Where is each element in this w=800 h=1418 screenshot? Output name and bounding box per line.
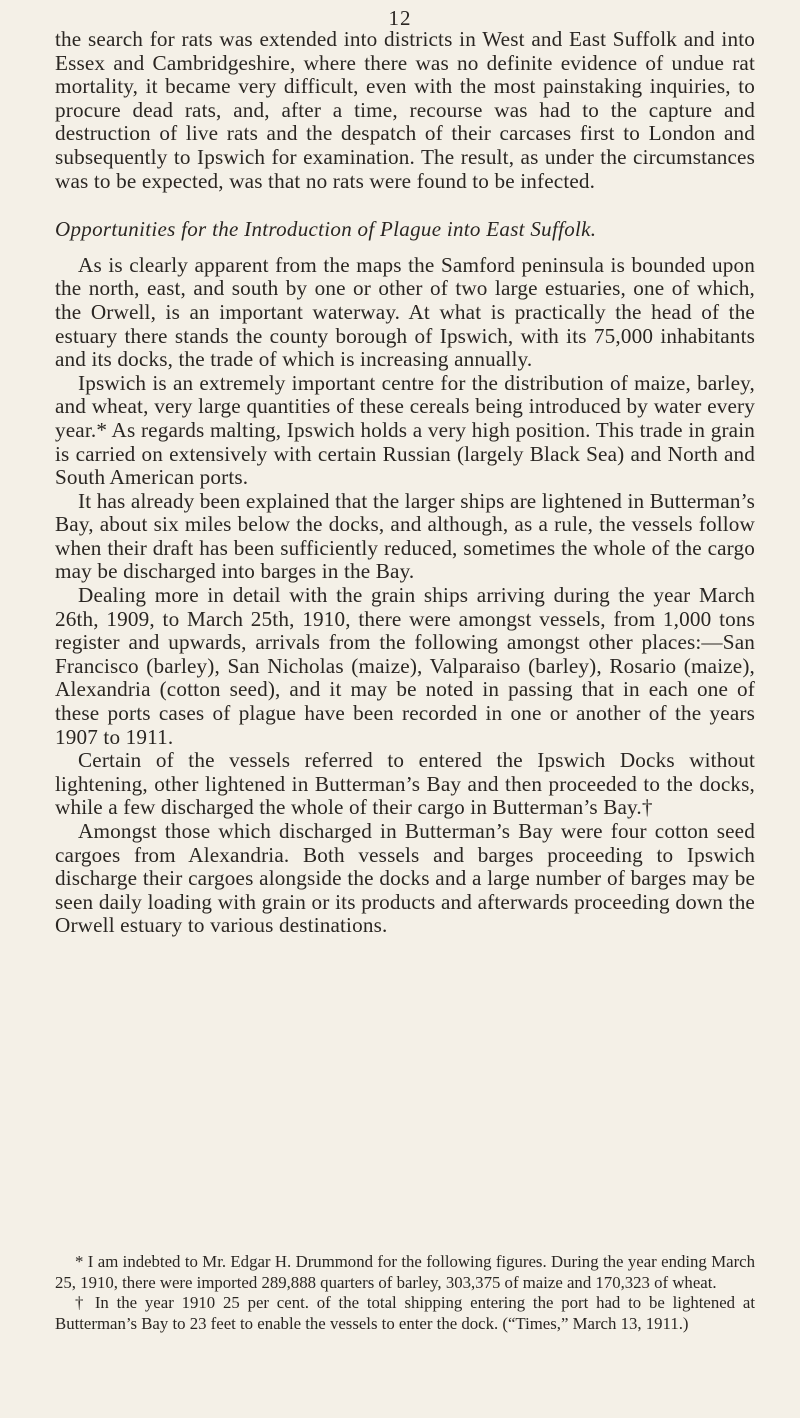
footnote: * I am indebted to Mr. Edgar H. Drummond for the following figures. During the year ending March 25, 1910, there were imported 289,888 quarters of barley, 303,375 of maize and 170,323 of wheat. (55, 1252, 755, 1292)
paragraph: It has already been explained that the larger ships are lightened in Butterman’s Bay, about six miles below the docks, and although, as a rule, the vessels follow when their draft has been sufficiently reduced, sometimes the whole of the cargo may be discharged into barges in the Bay. (55, 488, 755, 584)
paragraph: Certain of the vessels referred to entered the Ipswich Docks without lightening, other lightened in Butterman’s Bay and then proceeded to the docks, while a few discharged the whole of their cargo in Butterman’s Bay.† (55, 748, 755, 820)
footnote: † In the year 1910 25 per cent. of the total shipping entering the port had to be lightened at Butterman’s Bay to 23 feet to enable the vessels to enter the dock. (“Times,” March 13, 1911.) (55, 1293, 755, 1333)
section-heading: Opportunities for the Introduction of Plague into East Suffolk. (55, 217, 597, 242)
paragraph: As is clearly apparent from the maps the Samford peninsula is bounded upon the north, east, and south by one or other of two large estuaries, one of which, the Orwell, is an important waterway. At what is practically the head of the estuary there stands the county borough of Ipswich, with its 75,000 inhabitants and its docks, the trade of which is increasing annually. (55, 252, 755, 372)
paragraph: Dealing more in detail with the grain ships arriving during the year March 26th, 1909, to March 25th, 1910, there were amongst vessels, from 1,000 tons register and upwards, arrivals from the following amongst other places:—San Francisco (barley), San Nicholas (maize), Valparaiso (barley), Rosario (maize), Alexandria (cotton seed), and it may be noted in passing that in each one of these ports cases of plague have been recorded in one or another of the years 1907 to 1911. (55, 583, 755, 749)
paragraph: Ipswich is an extremely important centre for the distribution of maize, barley, and wheat, very large quantities of these cereals being introduced by water every year.* As regards malting, Ipswich holds a very high position. This trade in grain is carried on extensively with certain Russian (largely Black Sea) and North and South American ports. (55, 370, 755, 490)
page-number: 12 (388, 6, 412, 30)
paragraph: Amongst those which discharged in Butterman’s Bay were four cotton seed cargoes from Alexandria. Both vessels and barges proceeding to Ipswich discharge their cargoes alongside the docks and a large number of barges may be seen daily loading with grain or its products and afterwards proceeding down the Orwell estuary to various destinations. (55, 819, 755, 938)
footnotes (55, 1252, 755, 1334)
body-text (55, 28, 755, 938)
paragraph-continuation: the search for rats was extended into districts in West and East Suffolk and into Essex and Cambridgeshire, where there was no definite evidence of undue rat mortality, it became very difficult, even with the most painstaking inquiries, to procure dead rats, and, after a time, recourse was had to the capture and destruction of live rats and the despatch of their carcases first to London and subsequently to Ipswich for examination. The result, as under the circumstances was to be expected, was that no rats were found to be infected. (55, 27, 755, 193)
